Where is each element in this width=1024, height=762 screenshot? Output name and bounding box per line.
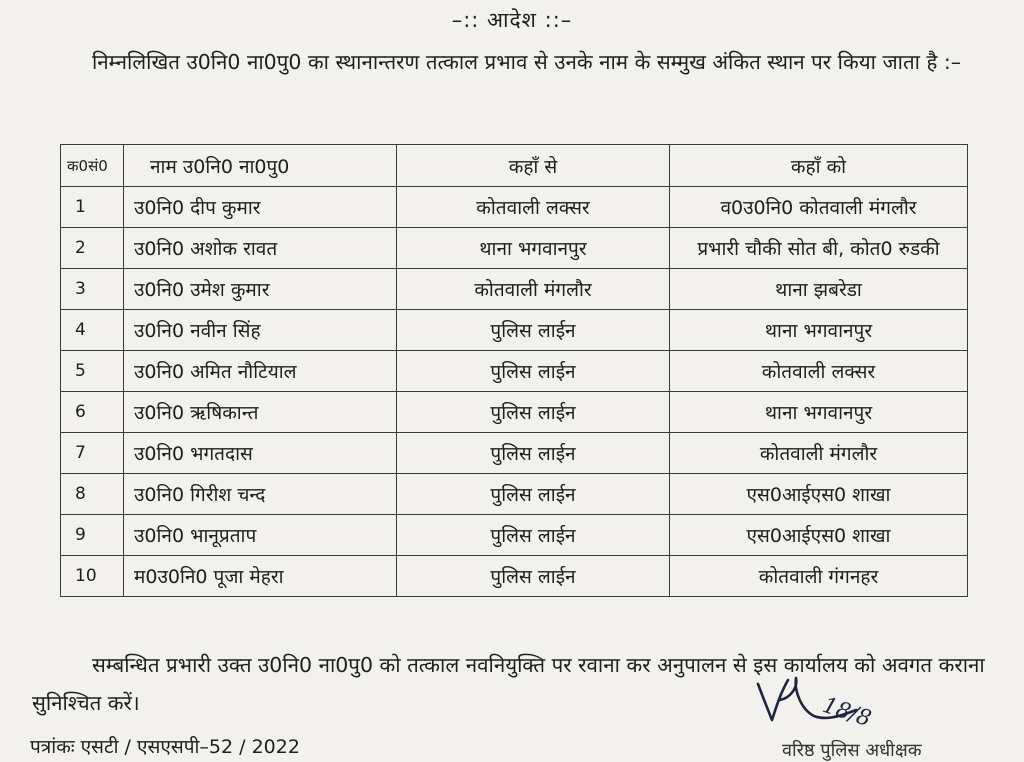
from-cell: पुलिस लाईन bbox=[397, 556, 670, 597]
to-cell: थाना भगवानपुर bbox=[670, 310, 968, 351]
from-cell: पुलिस लाईन bbox=[397, 515, 670, 556]
from-cell: कोतवाली मंगलौर bbox=[397, 269, 670, 310]
name-cell: उ0नि0 ऋषिकान्त bbox=[124, 392, 397, 433]
table-row bbox=[61, 474, 968, 515]
from-cell: पुलिस लाईन bbox=[397, 433, 670, 474]
name-cell: उ0नि0 अशोक रावत bbox=[124, 228, 397, 269]
table-row bbox=[61, 269, 968, 310]
name-cell: उ0नि0 भगतदास bbox=[124, 433, 397, 474]
intro-paragraph bbox=[32, 44, 992, 81]
name-cell: उ0नि0 अमित नौटियाल bbox=[124, 351, 397, 392]
table-row bbox=[61, 433, 968, 474]
table-row bbox=[61, 310, 968, 351]
to-cell: थाना भगवानपुर bbox=[670, 392, 968, 433]
name-cell: उ0नि0 दीप कुमार bbox=[124, 187, 397, 228]
table-row bbox=[61, 228, 968, 269]
serial-cell: 4 bbox=[61, 310, 124, 351]
from-cell: थाना भगवानपुर bbox=[397, 228, 670, 269]
name-cell: उ0नि0 भानूप्रताप bbox=[124, 515, 397, 556]
header-to: कहाँ को bbox=[670, 145, 968, 187]
serial-cell: 6 bbox=[61, 392, 124, 433]
serial-cell: 5 bbox=[61, 351, 124, 392]
name-cell: म0उ0नि0 पूजा मेहरा bbox=[124, 556, 397, 597]
intro-text: निम्नलिखित उ0नि0 ना0पु0 का स्थानान्तरण तत्काल प्रभाव से उनके नाम के सम्मुख अंकित स्थान पर किया जाता है :– bbox=[92, 50, 962, 74]
from-cell: पुलिस लाईन bbox=[397, 310, 670, 351]
from-cell: कोतवाली लक्सर bbox=[397, 187, 670, 228]
from-cell: पुलिस लाईन bbox=[397, 392, 670, 433]
to-cell: कोतवाली गंगनहर bbox=[670, 556, 968, 597]
table-header-row bbox=[61, 145, 968, 187]
serial-cell: 7 bbox=[61, 433, 124, 474]
reference-number: पत्रांकः एसटी / एसएसपी–52 / 2022 bbox=[30, 736, 300, 758]
signature-designation: वरिष्ठ पुलिस अधीक्षक bbox=[782, 740, 922, 761]
table-row bbox=[61, 515, 968, 556]
footer-text: सम्बन्धित प्रभारी उक्त उ0नि0 ना0पु0 को तत्काल नवनियुक्ति पर रवाना कर अनुपालन से इस कार्यालय को अवगत कराना सुनिश्चित करें। bbox=[32, 653, 985, 715]
to-cell: प्रभारी चौकी सोत बी, कोत0 रुडकी bbox=[670, 228, 968, 269]
to-cell: कोतवाली लक्सर bbox=[670, 351, 968, 392]
order-heading: –:: आदेश ::– bbox=[451, 8, 573, 32]
to-cell: थाना झबरेडा bbox=[670, 269, 968, 310]
signature-date: 18/8 bbox=[819, 692, 875, 733]
to-cell: एस0आईएस0 शाखा bbox=[670, 474, 968, 515]
table-row bbox=[61, 392, 968, 433]
serial-cell: 8 bbox=[61, 474, 124, 515]
name-cell: उ0नि0 नवीन सिंह bbox=[124, 310, 397, 351]
transfer-table bbox=[60, 144, 968, 597]
serial-cell: 10 bbox=[61, 556, 124, 597]
serial-cell: 1 bbox=[61, 187, 124, 228]
name-cell: उ0नि0 उमेश कुमार bbox=[124, 269, 397, 310]
from-cell: पुलिस लाईन bbox=[397, 351, 670, 392]
serial-cell: 3 bbox=[61, 269, 124, 310]
from-cell: पुलिस लाईन bbox=[397, 474, 670, 515]
table-row bbox=[61, 351, 968, 392]
header-from: कहाँ से bbox=[397, 145, 670, 187]
serial-cell: 2 bbox=[61, 228, 124, 269]
header-name: नाम उ0नि0 ना0पु0 bbox=[124, 145, 397, 187]
table-row bbox=[61, 187, 968, 228]
name-cell: उ0नि0 गिरीश चन्द bbox=[124, 474, 397, 515]
to-cell: कोतवाली मंगलौर bbox=[670, 433, 968, 474]
table-row bbox=[61, 556, 968, 597]
serial-cell: 9 bbox=[61, 515, 124, 556]
to-cell: एस0आईएस0 शाखा bbox=[670, 515, 968, 556]
to-cell: व0उ0नि0 कोतवाली मंगलौर bbox=[670, 187, 968, 228]
header-serial: क0सं0 bbox=[61, 145, 124, 187]
